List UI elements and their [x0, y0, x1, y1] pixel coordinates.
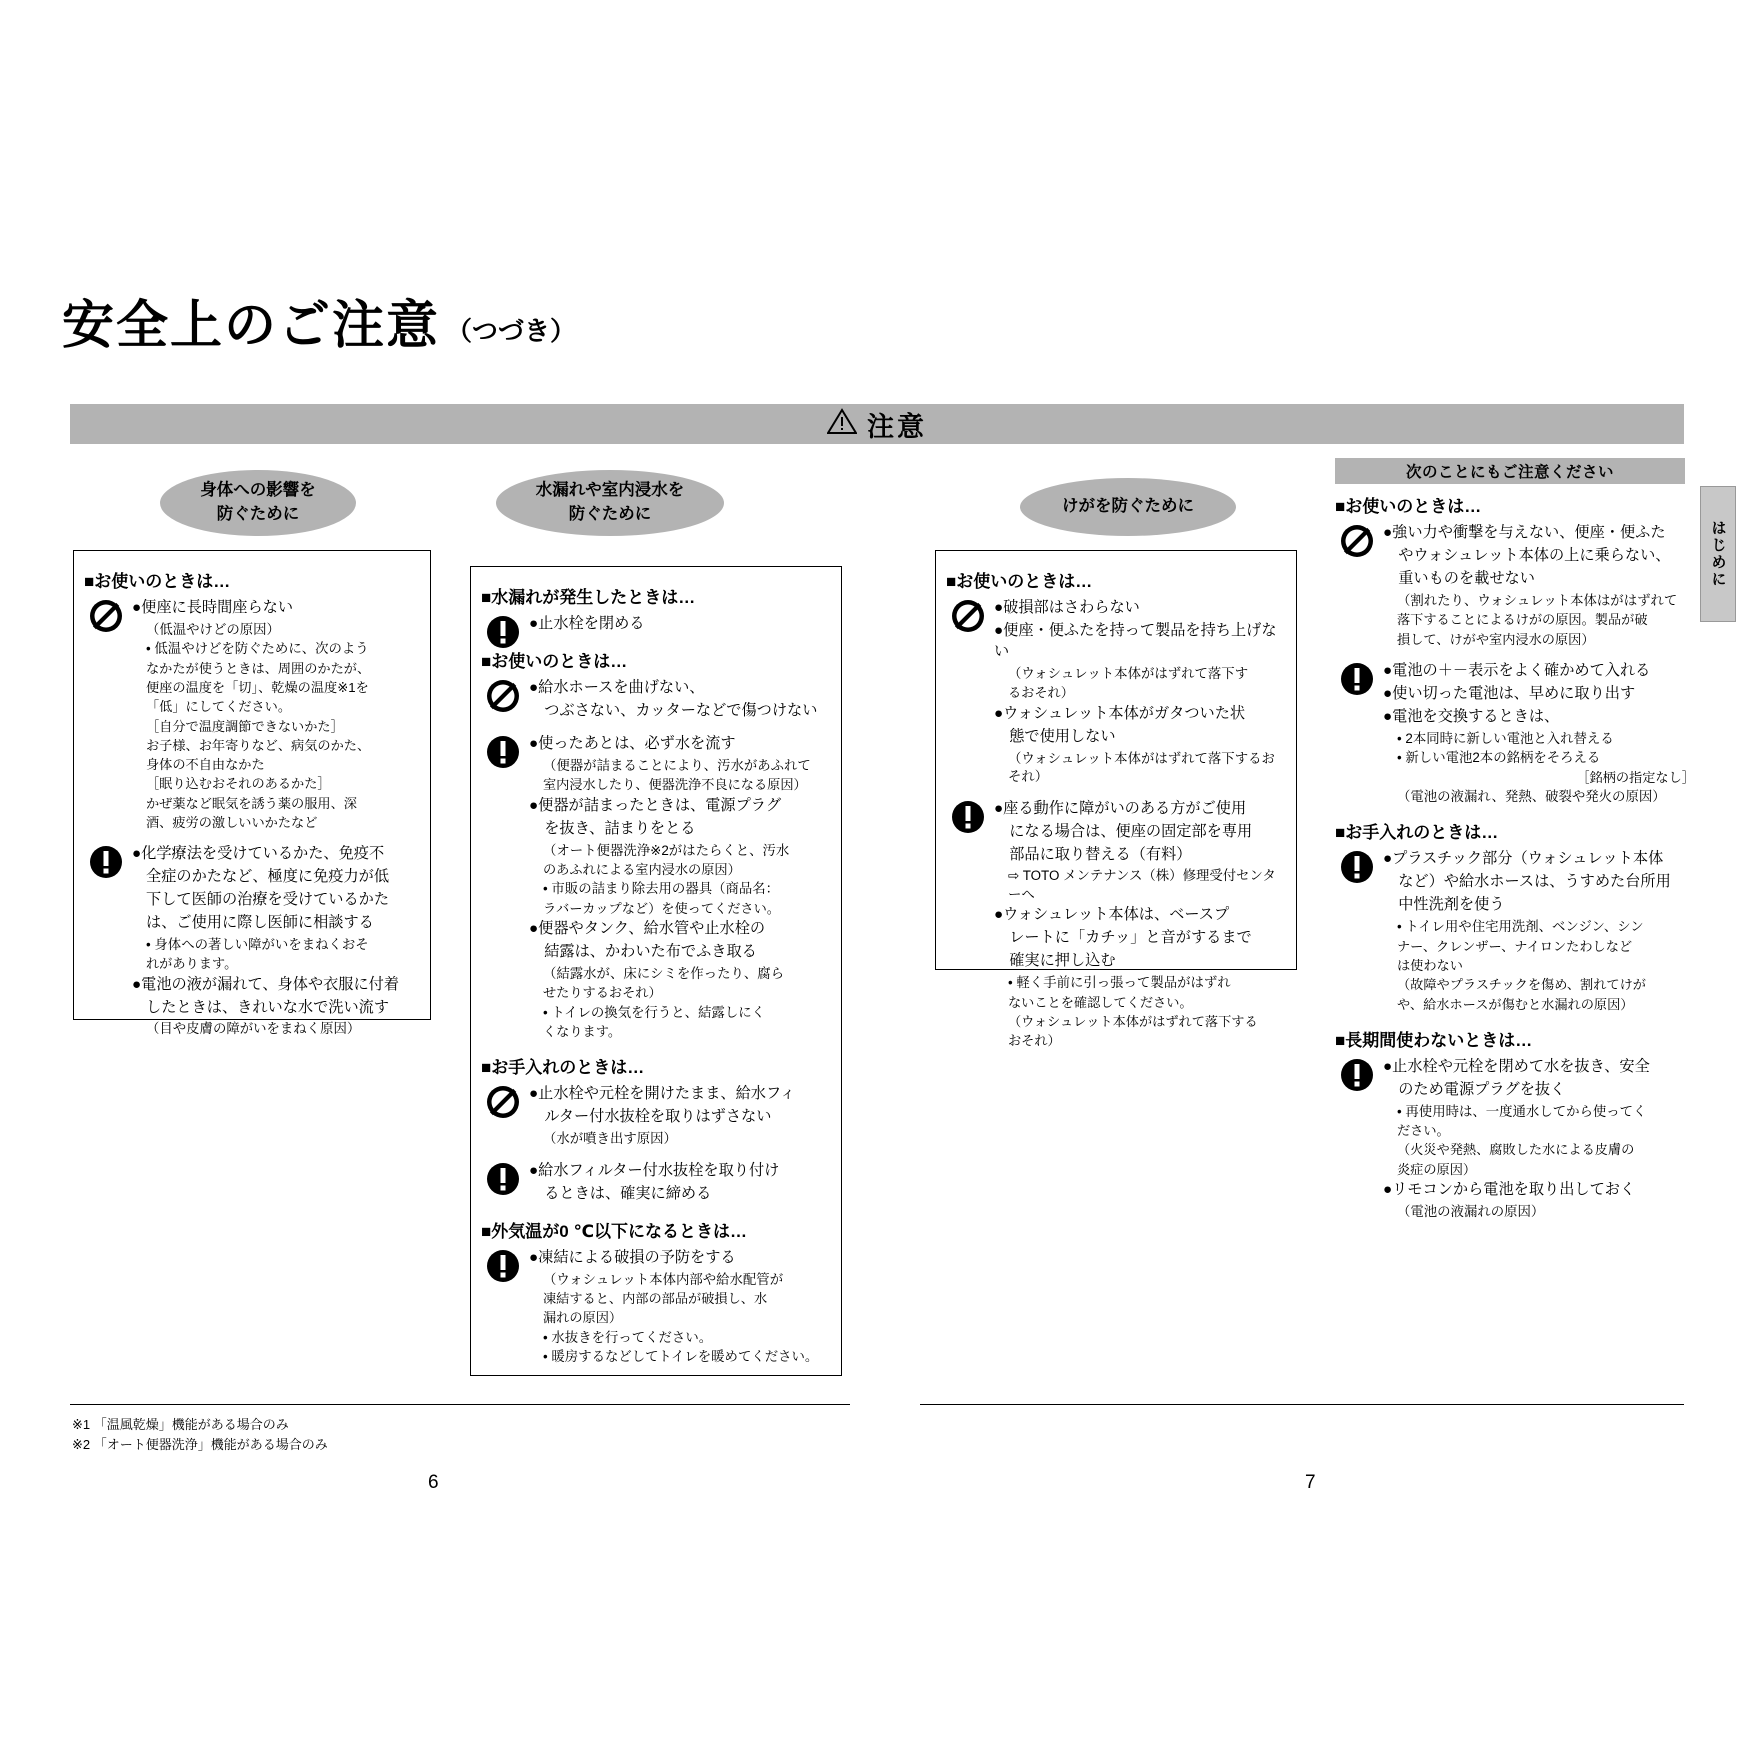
section-heading: ■お使いのときは… [946, 572, 1093, 591]
bullet-text: 重いものを載せない [1383, 569, 1535, 587]
sub-text: （結露水が、床にシミを作ったり、腐ら [543, 965, 785, 981]
sub-text: • 2本同時に新しい電池と入れ替える [1397, 730, 1614, 746]
caution-band-label: 注意 [867, 411, 927, 442]
sub-text: 落下することによるけがの原因。製品が破 [1397, 612, 1648, 628]
bullet-text: ●強い力や衝撃を与えない、便座・便ふた [1383, 524, 1666, 541]
warning-block [1335, 1057, 1695, 1222]
section-heading: ■外気温が0 ℃以下になるときは… [481, 1221, 748, 1241]
bullet-text: 全症のかたなど、極度に免疫力が低 [146, 867, 389, 885]
sub-text: 「低」にしてください。 [146, 699, 292, 715]
bullet-text: ●電池を交換するときは、 [1383, 707, 1560, 725]
sub-text: のあふれによる室内浸水の原因） [543, 862, 741, 878]
bullet-text: ●化学療法を受けているかた、免疫不 [132, 844, 385, 862]
bullet-text: ●座る動作に障がいのある方がご使用 [994, 799, 1247, 817]
exclamation-icon [1339, 661, 1375, 697]
right-column-header: 次のことにもご注意ください [1335, 458, 1685, 484]
footer-rule-left [70, 1404, 850, 1405]
sub-text: れがあります。 [146, 956, 238, 972]
sub-text: • 低温やけどを防ぐために、次のよう [146, 641, 369, 657]
sub-text: おそれ） [1008, 1033, 1061, 1049]
section-heading: ■お使いのときは… [1335, 497, 1482, 516]
sub-text: （目や皮膚の障がいをまねく原因） [146, 1021, 361, 1037]
sub-text: • 市販の詰まり除去用の器具（商品名： [543, 881, 780, 897]
section-heading: ■水漏れが発生したときは… [481, 588, 696, 607]
sub-text: （水が噴き出す原因） [543, 1131, 677, 1147]
warning-block [481, 734, 827, 1041]
page-number-left: 6 [428, 1472, 439, 1493]
sub-text: 酒、疲労の激しいいかたなど [146, 814, 318, 830]
bullet-text: 確実に押し込む [994, 952, 1116, 970]
sub-text: • 再使用時は、一度通水してから使ってく [1397, 1103, 1647, 1119]
bullet-text: やウォシュレット本体の上に乗らない、 [1383, 546, 1671, 564]
bullet-text: ルター付水抜栓を取りはずさない [529, 1108, 772, 1126]
sub-text: • 身体への著しい障がいをまねくおそ [146, 936, 369, 952]
bullet-text: ●ウォシュレット本体がガタついた状 [994, 704, 1246, 722]
bullet-text: になる場合は、便座の固定部を専用 [994, 822, 1253, 840]
sub-text: （ウォシュレット本体がはずれて落下する [1008, 1014, 1258, 1030]
exclamation-icon [485, 614, 521, 650]
footnote-1: ※1 「温風乾燥」機能がある場合のみ [72, 1417, 289, 1432]
footnotes [72, 1415, 328, 1454]
bullet-text: 部品に取り替える（有料） [994, 845, 1192, 863]
bullet-text: ●便座に長時間座らない [132, 599, 294, 616]
bullet-text: ●使い切った電池は、早めに取り出す [1383, 684, 1636, 702]
sub-text: るおそれ） [1008, 685, 1074, 701]
warning-block [84, 598, 416, 832]
sub-text: 室内浸水したり、便器洗浄不良になる原因） [543, 777, 807, 793]
bullet-text: ●便座・便ふたを持って製品を持ち上げない [994, 621, 1277, 660]
footer-rule-right [920, 1404, 1684, 1405]
warning-block [1335, 523, 1695, 649]
bullet-text: 下して医師の治療を受けているかた [146, 890, 389, 908]
bullet-text: 中性洗剤を使う [1383, 896, 1505, 914]
footnote-2: ※2 「オート便器洗浄」機能がある場合のみ [72, 1436, 328, 1452]
sub-text: お子様、お年寄りなど、病気のかた、 [146, 737, 371, 753]
warning-box-body-effects [73, 550, 431, 1037]
sub-text: （便器が詰まることにより、汚水があふれて [543, 757, 811, 773]
bullet-text: したときは、きれいな水で洗い流す [146, 998, 389, 1016]
sub-text: （故障やプラスチックを傷め、割れてけが [1397, 977, 1646, 993]
bullet-text: ●ウォシュレット本体は、ベースプ [994, 906, 1230, 924]
warning-block [84, 844, 416, 1039]
warning-box-injury [935, 550, 1297, 1049]
sub-text: • 軽く手前に引っ張って製品がはずれ [1008, 975, 1231, 991]
bullet-text: ●止水栓を閉める [529, 615, 645, 632]
sub-text: （低温やけどの原因） [146, 621, 280, 637]
sub-text: ［眠り込むおそれのあるかた］ [146, 776, 331, 792]
sub-text: （ウォシュレット本体がはずれて落下す [1008, 665, 1249, 681]
bullet-text: ●便器が詰まったときは、電源プラグ [529, 796, 782, 814]
sub-text: （火災や発熱、腐敗した水による皮膚の [1397, 1142, 1635, 1158]
bullet-text: のため電源プラグを抜く [1383, 1080, 1566, 1098]
warning-block [481, 1084, 827, 1148]
warning-box-water-leak [470, 566, 842, 1376]
section-heading: ■お手入れのときは… [1335, 823, 1499, 843]
bullet-text: ●給水ホースを曲げない、 [529, 678, 705, 696]
column-header-injury: けがを防ぐために [1020, 478, 1236, 536]
exclamation-icon [1339, 1057, 1375, 1093]
bullet-text: ●使ったあとは、必ず水を流す [529, 734, 736, 752]
sub-text: や、給水ホースが傷むと水漏れの原因） [1397, 996, 1634, 1012]
sub-text: ⇨ TOTO メンテナンス（株）修理受付センターへ [1008, 868, 1276, 902]
bullet-text: ●給水フィルター付水抜栓を取り付け [529, 1161, 780, 1179]
sub-text: は使わない [1397, 958, 1463, 974]
bullet-text: など）や給水ホースは、うすめた台所用 [1383, 873, 1671, 891]
prohibition-icon [950, 598, 986, 634]
warning-block [946, 598, 1282, 787]
prohibition-icon [1339, 523, 1375, 559]
sub-text: せたりするおそれ） [543, 985, 662, 1001]
warning-block [481, 678, 827, 722]
sub-text: 炎症の原因） [1397, 1161, 1477, 1177]
warning-triangle-icon [827, 408, 857, 440]
prohibition-icon [485, 1084, 521, 1120]
sub-text: • 水抜きを行ってください。 [543, 1329, 713, 1345]
sub-text: • トイレ用や住宅用洗剤、ベンジン、シン [1397, 919, 1644, 935]
sub-text: • 暖房するなどしてトイレを暖めてください。 [543, 1349, 819, 1365]
page-title-main: 安全上のご注意 [62, 297, 441, 355]
warning-block [946, 799, 1282, 1051]
bullet-text: 態で使用しない [994, 727, 1116, 745]
sub-text: ［銘柄の指定なし］ [1576, 769, 1695, 785]
sub-text: （ウォシュレット本体内部や給水配管が [543, 1271, 784, 1287]
bullet-text: るときは、確実に締める [529, 1184, 712, 1202]
sub-text: ナー、クレンザー、ナイロンたわしなど [1397, 938, 1633, 954]
warning-block [1335, 661, 1695, 807]
sub-text: • 新しい電池2本の銘柄をそろえる [1397, 750, 1601, 766]
bullet-text: ●凍結による破損の予防をする [529, 1248, 736, 1266]
sub-text: くなります。 [543, 1024, 622, 1040]
sub-text: 身体の不自由なかた [146, 757, 265, 773]
page-title [62, 297, 577, 355]
sub-text: 凍結すると、内部の部品が破損し、水 [543, 1291, 768, 1307]
page-title-sub: （つづき） [446, 316, 577, 346]
bullet-text: つぶさない、カッターなどで傷つけない [529, 701, 818, 719]
sub-text: （ウォシュレット本体がはずれて落下するおそれ） [1008, 750, 1275, 785]
sub-text: ［自分で温度調節できないかた］ [146, 718, 344, 734]
sub-text: 損して、けがや室内浸水の原因） [1397, 631, 1595, 647]
sub-text: （オート便器洗浄※2がはたらくと、汚水 [543, 842, 790, 858]
sub-text: （電池の液漏れ、発熱、破裂や発火の原因） [1397, 788, 1666, 804]
exclamation-icon [1339, 849, 1375, 885]
sub-text: 便座の温度を「切」、乾燥の温度※1を [146, 680, 369, 696]
section-heading: ■お手入れのときは… [481, 1058, 645, 1078]
bullet-text: ●電池の液が漏れて、身体や衣服に付着 [132, 975, 400, 993]
sub-text: なかたが使うときは、周囲のかたが、 [146, 660, 371, 676]
sub-text: かぜ薬など眠気を誘う薬の服用、深 [146, 795, 357, 811]
section-heading: ■お使いのときは… [84, 572, 231, 591]
sub-text: 漏れの原因） [543, 1310, 623, 1326]
exclamation-icon [950, 799, 986, 835]
column-header-body-effects: 身体への影響を 防ぐために [160, 470, 356, 536]
sub-text: ないことを確認してください。 [1008, 994, 1193, 1010]
sub-text: ださい。 [1397, 1123, 1450, 1139]
bullet-text: を抜き、詰まりをとる [529, 819, 696, 837]
sub-text: • トイレの換気を行うと、結露しにく [543, 1004, 765, 1020]
right-column [1335, 492, 1695, 1233]
exclamation-icon [485, 1161, 521, 1197]
page-number-right: 7 [1305, 1472, 1316, 1493]
caution-band [70, 404, 1684, 444]
side-tab-introduction[interactable] [1700, 486, 1736, 622]
warning-block [481, 614, 827, 635]
exclamation-icon [485, 1248, 521, 1284]
column-header-water-leak: 水漏れや室内浸水を 防ぐために [496, 470, 724, 536]
bullet-text: ●プラスチック部分（ウォシュレット本体 [1383, 850, 1664, 868]
section-heading: ■長期間使わないときは… [1335, 1030, 1533, 1050]
warning-block [481, 1161, 827, 1205]
exclamation-icon [88, 844, 124, 880]
bullet-text: ●便器やタンク、給水管や止水栓の [529, 919, 766, 937]
warning-block [481, 1248, 827, 1367]
bullet-text: 結露は、かわいた布でふき取る [529, 942, 757, 960]
section-heading: ■お使いのときは… [481, 651, 628, 671]
bullet-text: レートに「カチッ」と音がするまで [994, 929, 1252, 947]
exclamation-icon [485, 734, 521, 770]
sub-text: （割れたり、ウォシュレット本体はがはずれて [1397, 592, 1678, 608]
bullet-text: ●リモコンから電池を取り出しておく [1383, 1180, 1636, 1198]
side-tab-label: はじめに [1709, 520, 1727, 588]
bullet-text: ●止水栓や元栓を閉めて水を抜き、安全 [1383, 1057, 1650, 1075]
bullet-text: ●止水栓や元栓を開けたまま、給水フィ [529, 1085, 796, 1103]
sub-text: ラバーカップなど）を使ってください。 [543, 900, 780, 916]
prohibition-icon [485, 678, 521, 714]
warning-block [1335, 849, 1695, 1013]
sub-text: （電池の液漏れの原因） [1397, 1203, 1545, 1219]
prohibition-icon [88, 598, 124, 634]
bullet-text: ●破損部はさわらない [994, 599, 1140, 616]
bullet-text: ●電池の＋－表示をよく確かめて入れる [1383, 661, 1651, 679]
bullet-text: は、ご使用に際し医師に相談する [146, 913, 374, 931]
